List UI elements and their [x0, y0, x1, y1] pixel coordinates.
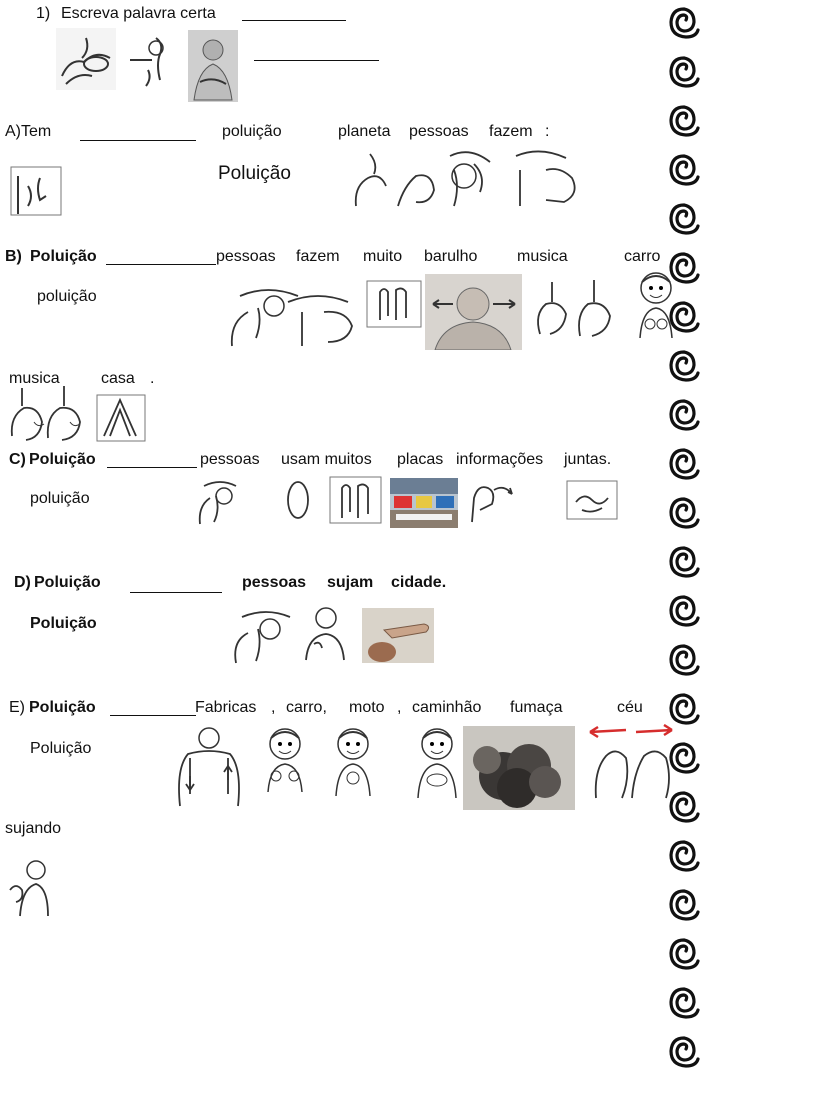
spiral-icon [671, 940, 698, 968]
spiral-icon [671, 107, 698, 135]
answer-line [110, 715, 196, 716]
answer-line [80, 140, 196, 141]
e-word: , [397, 699, 402, 716]
answer-line [242, 20, 346, 21]
spiral-icon [671, 303, 698, 331]
c-prefix: C) [9, 451, 26, 468]
spiral-icon [671, 9, 698, 37]
spiral-icon [671, 1038, 698, 1066]
sign-drawing [466, 474, 518, 524]
a-word: planeta [338, 123, 391, 140]
c-sub: poluição [30, 490, 90, 507]
sign-drawing [6, 856, 50, 918]
b-line3-word: musica [9, 370, 60, 387]
cartoon-boy [330, 724, 376, 798]
sign-drawing [172, 724, 246, 808]
a-word: Tem [21, 123, 52, 140]
sign-drawing [56, 28, 116, 90]
spiral-border [668, 0, 704, 1090]
sign-drawing [196, 476, 242, 526]
sign-drawing [8, 382, 96, 444]
cartoon-boy [412, 724, 462, 800]
sign-photo [425, 274, 522, 350]
spiral-icon [671, 695, 698, 723]
b-prefix: B) [5, 248, 22, 265]
d-word: sujam [327, 574, 374, 591]
e-prefix: E) [9, 699, 25, 716]
e-word: moto [349, 699, 385, 716]
d-prefix: D) [14, 574, 31, 591]
a-word: poluição [222, 123, 282, 140]
c-title: Poluição [29, 451, 96, 468]
spiral-icon [671, 156, 698, 184]
e-title: Poluição [29, 699, 96, 716]
d-title: Poluição [34, 574, 101, 591]
sign-drawing [366, 280, 422, 328]
sign-drawing [284, 476, 382, 524]
cartoon-boy [262, 724, 308, 794]
spiral-icon [671, 254, 698, 282]
sign-photo [390, 478, 458, 528]
b-line3-word: casa [101, 370, 135, 387]
a-word: : [545, 123, 550, 140]
e-word: caminhão [412, 699, 482, 716]
answer-line [254, 60, 379, 61]
a-word: pessoas [409, 123, 469, 140]
sign-drawing [586, 724, 676, 800]
spiral-icon [671, 793, 698, 821]
b-word: musica [517, 248, 568, 265]
spiral-icon [671, 842, 698, 870]
sign-drawing [350, 146, 590, 210]
sign-drawing [230, 605, 296, 665]
spiral-icon [671, 352, 698, 380]
spiral-icon [671, 989, 698, 1017]
e-word: fumaça [510, 699, 563, 716]
q1-number: 1) [36, 5, 51, 22]
a-prefix: A) [5, 123, 21, 140]
b-word: muito [363, 248, 403, 265]
e-word: carro, [286, 699, 327, 716]
answer-line [107, 467, 197, 468]
spiral-icon [671, 646, 698, 674]
e-sub: Poluição [30, 740, 92, 757]
spiral-icon [671, 450, 698, 478]
q1-text: Escreva palavra certa [61, 5, 216, 22]
sign-photo [362, 608, 434, 663]
a-word: fazem [489, 123, 533, 140]
c-word: placas [397, 451, 444, 468]
spiral-icon [671, 744, 698, 772]
sign-drawing [228, 282, 356, 348]
e-line3: sujando [5, 820, 62, 837]
c-word: juntas. [564, 451, 612, 468]
spiral-icon [671, 548, 698, 576]
spiral-icon [671, 891, 698, 919]
c-word: usam muitos [281, 451, 372, 468]
d-word: cidade. [391, 574, 447, 591]
a-big-label: Poluição [218, 163, 291, 184]
sign-photo [188, 30, 238, 102]
d-word: pessoas [242, 574, 307, 591]
spiral-icon [671, 499, 698, 527]
sign-drawing [566, 480, 618, 520]
c-word: informações [456, 451, 544, 468]
e-word: Fabricas [195, 699, 257, 716]
b-sub: poluição [37, 288, 97, 305]
b-word: fazem [296, 248, 340, 265]
spiral-icon [671, 597, 698, 625]
spiral-icon [671, 401, 698, 429]
smoke-photo [463, 726, 575, 810]
sign-drawing [126, 30, 170, 88]
e-word: , [271, 699, 276, 716]
sign-drawing [96, 394, 146, 442]
b-title: Poluição [30, 248, 97, 265]
answer-line [130, 592, 222, 593]
b-line3-word: . [150, 370, 155, 387]
sign-drawing [300, 604, 350, 662]
sign-drawing [10, 166, 62, 216]
spiral-icon [671, 205, 698, 233]
sign-drawing [530, 274, 626, 340]
b-word: pessoas [216, 248, 276, 265]
answer-line [106, 264, 216, 265]
c-word: pessoas [200, 451, 260, 468]
b-word: carro [624, 248, 661, 265]
d-sub: Poluição [30, 615, 97, 632]
e-word: céu [617, 699, 643, 716]
spiral-icon [671, 58, 698, 86]
b-word: barulho [424, 248, 478, 265]
